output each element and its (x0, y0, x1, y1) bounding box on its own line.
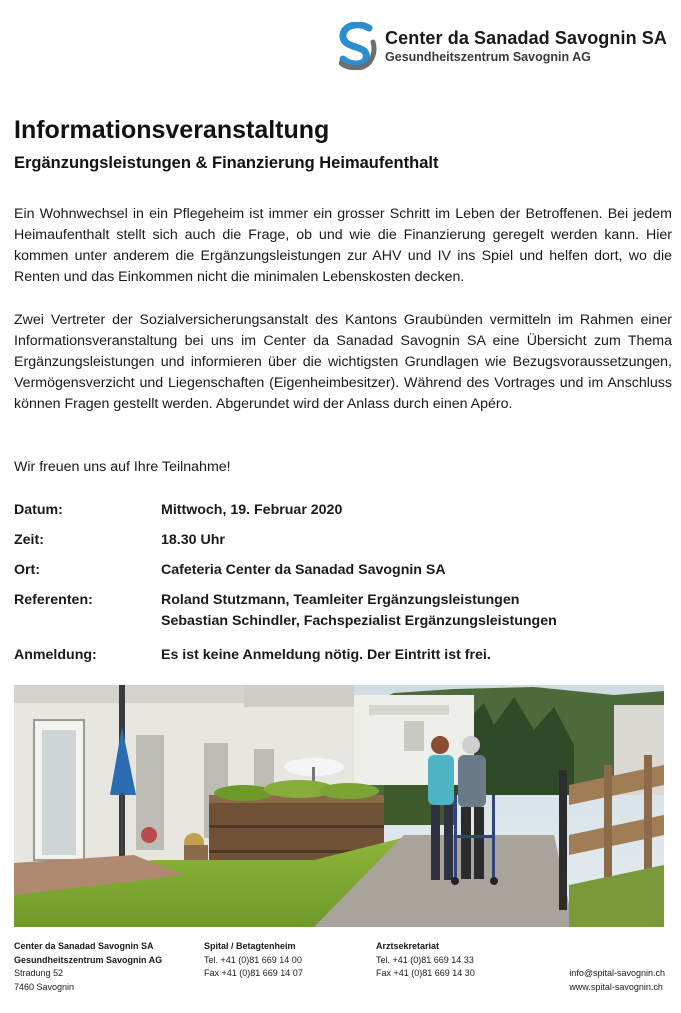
details-paragraph: Zwei Vertreter der Sozialversicherungsanstalt des Kantons Graubünden vermitteln im Rahmen einer Informationsveranstaltung bei uns im Center da Sanadad Savognin SA eine Übersicht zum Thema Ergänzungsleistungen und informieren über die wichtigsten Grundlagen wie Bezugsvoraussetzungen, Vermögensverzicht und Liegenschaften (Eigenheimbesitzer). Während des Vortrages und im Anschluss können Fragen gestellt werden. Abgerundet wird der Anlass durch einen Apéro. (14, 312, 672, 412)
detail-row-anmeldung (14, 645, 664, 666)
footer-spital-heading: Spital / Betagtenheim (204, 941, 296, 951)
footer-org-sub: Gesundheitszentrum Savognin AG (14, 954, 163, 965)
footer-street: Stradung 52 (14, 968, 64, 978)
footer-email[interactable]: info@spital-savognin.ch (569, 968, 665, 978)
footer-arzt-heading: Arztsekretariat (376, 941, 440, 951)
footer-spital-tel: Tel. +41 (0)81 669 14 00 (204, 954, 302, 965)
referenten-label: Referenten: (14, 592, 93, 608)
datum-label: Datum: (14, 502, 63, 518)
organization-logo (339, 22, 667, 70)
page-title: Informationsveranstaltung (14, 116, 330, 144)
closing-paragraph: Wir freuen uns auf Ihre Teilnahme! (14, 459, 231, 475)
footer-spital-fax: Fax +41 (0)81 669 14 07 (204, 968, 303, 978)
center-da-sanadad-s-logo-icon (339, 22, 377, 70)
zeit-value: 18.30 Uhr (161, 532, 225, 548)
footer-address (14, 940, 162, 994)
intro-paragraph: Ein Wohnwechsel in ein Pflegeheim ist immer ein grosser Schritt im Leben der Betroffenen. Bei jedem Heimaufenthalt stellt sich auch die Frage, ob und wie die Finanzierung geregelt werden kann. Hier kommen unter anderem die Ergänzungsleistungen zur AHV und IV ins Spiel und helfen dort, wo die Renten und das Einkommen nicht die minimalen Lebenskosten decken. (14, 206, 672, 285)
detail-row-referenten (14, 590, 664, 632)
footer-website[interactable]: www.spital-savognin.ch (569, 981, 663, 992)
datum-value: Mittwoch, 19. Februar 2020 (161, 502, 343, 518)
org-subname: Gesundheitszentrum Savognin AG (385, 49, 591, 64)
footer-city: 7460 Savognin (14, 981, 75, 992)
footer-arzt-fax: Fax +41 (0)81 669 14 30 (376, 968, 475, 978)
ort-label: Ort: (14, 562, 41, 578)
org-name: Center da Sanadad Savognin SA (385, 27, 667, 48)
care-home-photo (14, 685, 664, 927)
zeit-label: Zeit: (14, 532, 44, 548)
ort-value: Cafeteria Center da Sanadad Savognin SA (161, 562, 446, 578)
footer-arztsekretariat (376, 940, 475, 981)
referent-1: Roland Stutzmann, Teamleiter Ergänzungsleistungen (161, 592, 520, 608)
page-subtitle: Ergänzungsleistungen & Finanzierung Heimaufenthalt (14, 154, 439, 172)
detail-row-ort (14, 560, 664, 581)
anmeldung-label: Anmeldung: (14, 647, 97, 663)
event-details (14, 500, 664, 666)
detail-row-datum (14, 500, 664, 521)
detail-row-zeit (14, 530, 664, 551)
anmeldung-value: Es ist keine Anmeldung nötig. Der Eintritt ist frei. (161, 647, 491, 663)
footer-contact (569, 967, 665, 994)
footer-spital (204, 940, 303, 981)
referenten-value (161, 590, 664, 632)
referent-2: Sebastian Schindler, Fachspezialist Ergänzungsleistungen (161, 613, 557, 629)
footer-arzt-tel: Tel. +41 (0)81 669 14 33 (376, 954, 474, 965)
care-home-illustration (14, 685, 664, 927)
footer-org-name: Center da Sanadad Savognin SA (14, 941, 154, 951)
